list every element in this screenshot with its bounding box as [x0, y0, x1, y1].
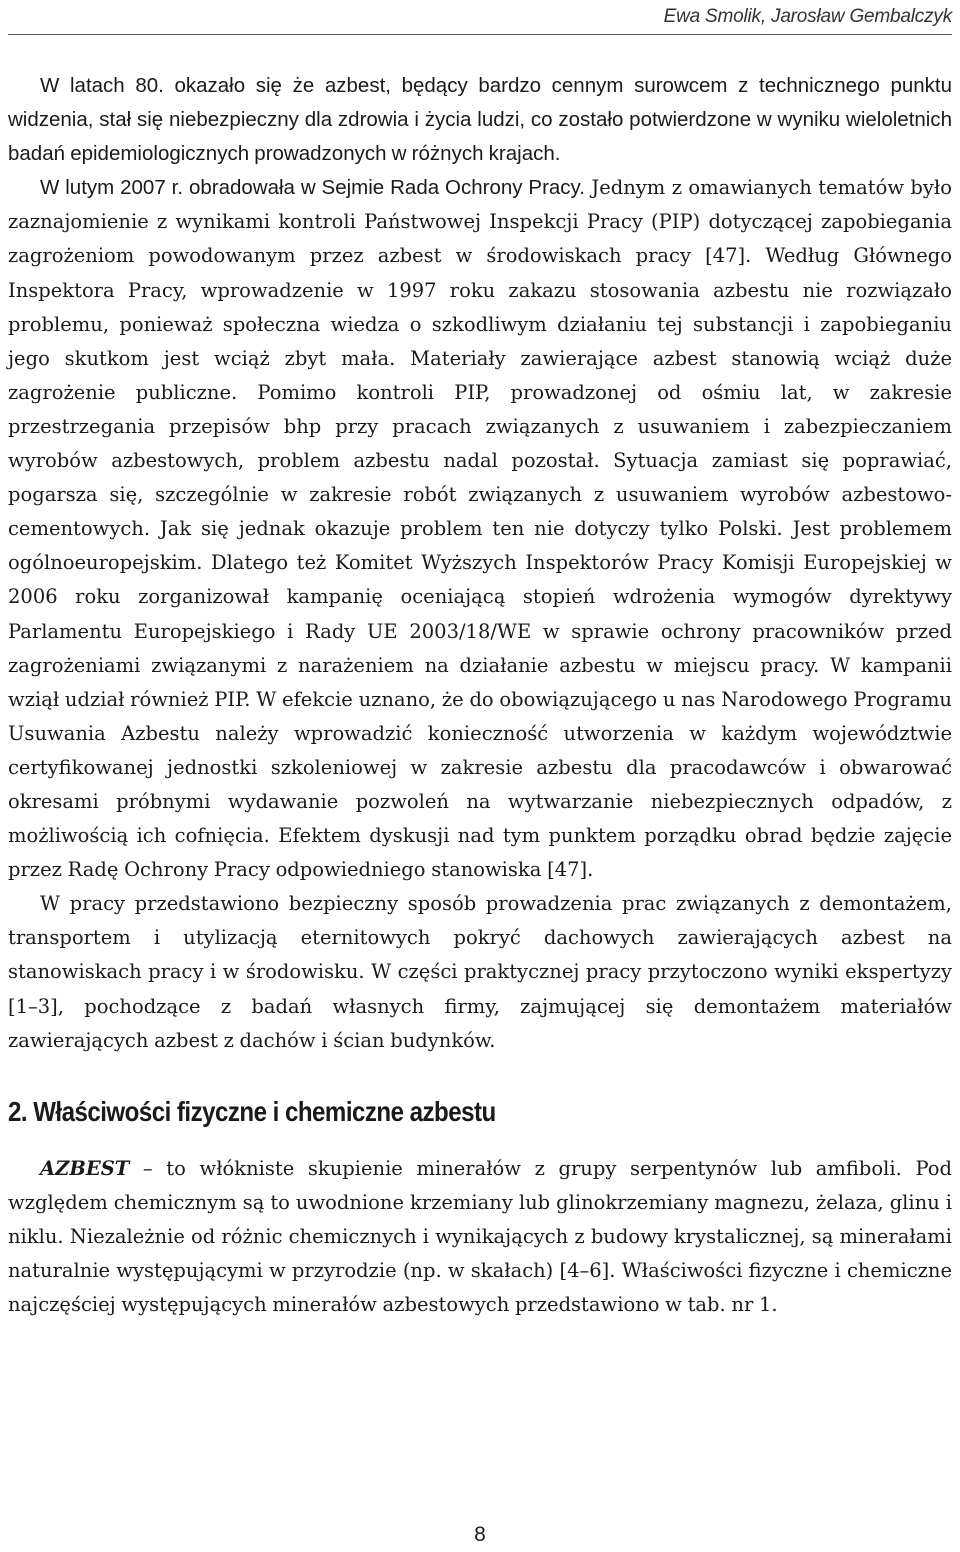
term-azbest: AZBEST — [40, 1156, 130, 1180]
section-heading: 2. Właściwości fizyczne i chemiczne azbestu — [8, 1095, 496, 1127]
section-paragraph — [8, 1152, 952, 1322]
header-rule — [8, 34, 952, 35]
paragraph-2-lead: W lutym 2007 r. obradowała w Sejmie Rada Ochrony Pracy. — [40, 176, 585, 200]
section-paragraph-body: – to włókniste skupienie minerałów z grupy serpentynów lub amfiboli. Pod względem chemicznym są to uwodnione krzemiany lub glinokrzemiany magnezu, żelaza, glinu i niklu. Niezależnie od różnic chemicznych i wynikających z budowy krystalicznej, są minerałami naturalnie występującymi w przyrodzie (np. w skałach) [4–6]. Właściwości fizyczne i chemiczne najczęściej występujących minerałów azbestowych przedstawiono w tab. nr 1. — [8, 1156, 952, 1317]
paragraph-3-body: W pracy przedstawiono bezpieczny sposób prowadzenia prac związanych z demontażem, transportem i utylizacją eternitowych pokryć dachowych zawierających azbest na stanowiskach pracy i w środowisku. W części praktycznej pracy przytoczono wyniki ekspertyzy [1–3], pochodzące z badań własnych firmy, zajmującej się demontażem materiałów zawierających azbest z dachów i ścian budynków. — [8, 892, 952, 1052]
paragraph-3 — [8, 887, 952, 1057]
paragraph-1-text: W latach 80. okazało się że azbest, będący bardzo cennym surowcem z technicznego punktu widzenia, stał się niebezpieczny dla zdrowia i życia ludzi, co zostało potwierdzone w wyniku wieloletnich badań epidemiologicznych prowadzonych w różnych krajach. — [8, 74, 952, 166]
header-author: Ewa Smolik, Jarosław Gembalczyk — [663, 6, 952, 27]
paragraph-1 — [8, 69, 952, 171]
paragraph-2 — [8, 171, 952, 887]
page-number: 8 — [474, 1523, 486, 1546]
paragraph-2-body: Jednym z omawianych tematów było zaznajomienie z wynikami kontroli Państwowej Inspekcji Pracy (PIP) dotyczącej zapobiegania zagrożeniom powodowanym przez azbest w środowiskach pracy [47]. Według Głównego Inspektora Pracy, wprowadzenie w 1997 roku zakazu stosowania azbestu nie rozwiązało problemu, ponieważ społeczna wiedza o szkodliwym działaniu tej substancji i zapobieganiu jego skutkom jest wciąż zbyt mała. Materiały zawierające azbest stanowią wciąż duże zagrożenie publiczne. Pomimo kontroli PIP, prowadzonej od ośmiu lat, w zakresie przestrzegania przepisów bhp przy pracach związanych z usuwaniem i zabezpieczaniem wyrobów azbestowych, problem azbestu nadal pozostał. Sytuacja zamiast się poprawiać, pogarsza się, szczególnie w zakresie robót związanych z usuwaniem wyrobów azbestowo-cementowych. Jak się jednak okazuje problem ten nie dotyczy tylko Polski. Jest problemem ogólnoeuropejskim. Dlatego też Komitet Wyższych Inspektorów Pracy Komisji Europejskiej w 2006 roku zorganizował kampanię oceniającą stopień wdrożenia wymogów dyrektywy Parlamentu Europejskiego i Rady UE 2003/18/WE w sprawie ochrony pracowników przed zagrożeniami związanymi z narażeniem na działanie azbestu w miejscu pracy. W kampanii wziął udział również PIP. W efekcie uznano, że do obowiązującego u nas Narodowego Programu Usuwania Azbestu należy wprowadzić konieczność utworzenia w każdym województwie certyfikowanej jednostki szkoleniowej w zakresie azbestu dla pracodawców i obwarować okresami próbnymi wydawanie pozwoleń na wytwarzanie niebezpiecznych odpadów, z możliwością ich cofnięcia. Efektem dyskusji nad tym punktem porządku obrad będzie zajęcie przez Radę Ochrony Pracy odpowiedniego stanowiska [47]. — [8, 176, 952, 882]
running-header — [0, 0, 960, 40]
page-body — [8, 69, 952, 1322]
